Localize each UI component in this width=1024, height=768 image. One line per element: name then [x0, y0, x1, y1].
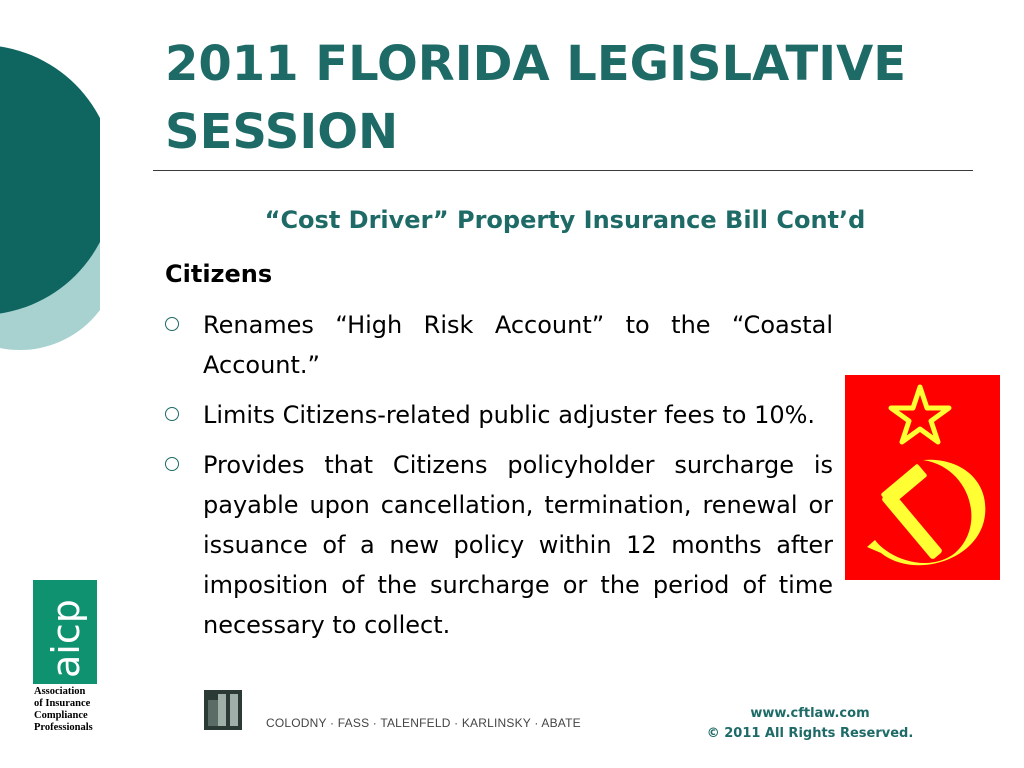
firm-logo-stripe	[226, 694, 230, 726]
bullet-item	[165, 305, 833, 385]
firm-logo	[204, 690, 242, 730]
bullet-circle-icon	[165, 457, 179, 471]
slide-title: 2011 FLORIDA LEGISLATIVE SESSION	[165, 36, 907, 160]
section-heading: Citizens	[165, 260, 273, 288]
aicp-caption-line: of Insurance	[34, 698, 91, 709]
aicp-caption	[34, 686, 134, 734]
bullet-text: Limits Citizens-related public adjuster fees to 10%.	[203, 401, 816, 429]
footer-contact	[690, 704, 930, 744]
aicp-logo-text: aicp	[44, 599, 88, 678]
aicp-caption-line: Compliance	[34, 710, 88, 721]
bullet-text: Renames “High Risk Account” to the “Coastal Account.”	[203, 311, 833, 379]
hammer-and-sickle-flag-icon	[845, 375, 1000, 580]
aicp-caption-line: Professionals	[34, 722, 93, 733]
title-divider	[153, 170, 973, 171]
aicp-logo	[33, 580, 97, 690]
slide-subtitle: “Cost Driver” Property Insurance Bill Cont’d	[264, 206, 866, 234]
website-link[interactable]: www.cftlaw.com	[750, 706, 870, 721]
bullet-circle-icon	[165, 317, 179, 331]
bullet-text: Provides that Citizens policyholder surcharge is payable upon cancellation, termination, renewal or issuance of a new policy within 12 months after imposition of the surcharge or the period of time necessary to collect.	[203, 451, 833, 639]
bullet-item	[165, 395, 833, 435]
bullet-circle-icon	[165, 407, 179, 421]
aicp-caption-line: Association	[34, 686, 86, 697]
bullet-item	[165, 445, 833, 645]
bullet-list	[165, 305, 833, 655]
firm-name: COLODNY · FASS · TALENFELD · KARLINSKY · ABATE	[266, 716, 581, 730]
copyright-text: © 2011 All Rights Reserved.	[706, 726, 914, 741]
decorative-circles	[0, 20, 100, 400]
firm-logo-panel-dark	[208, 700, 218, 726]
